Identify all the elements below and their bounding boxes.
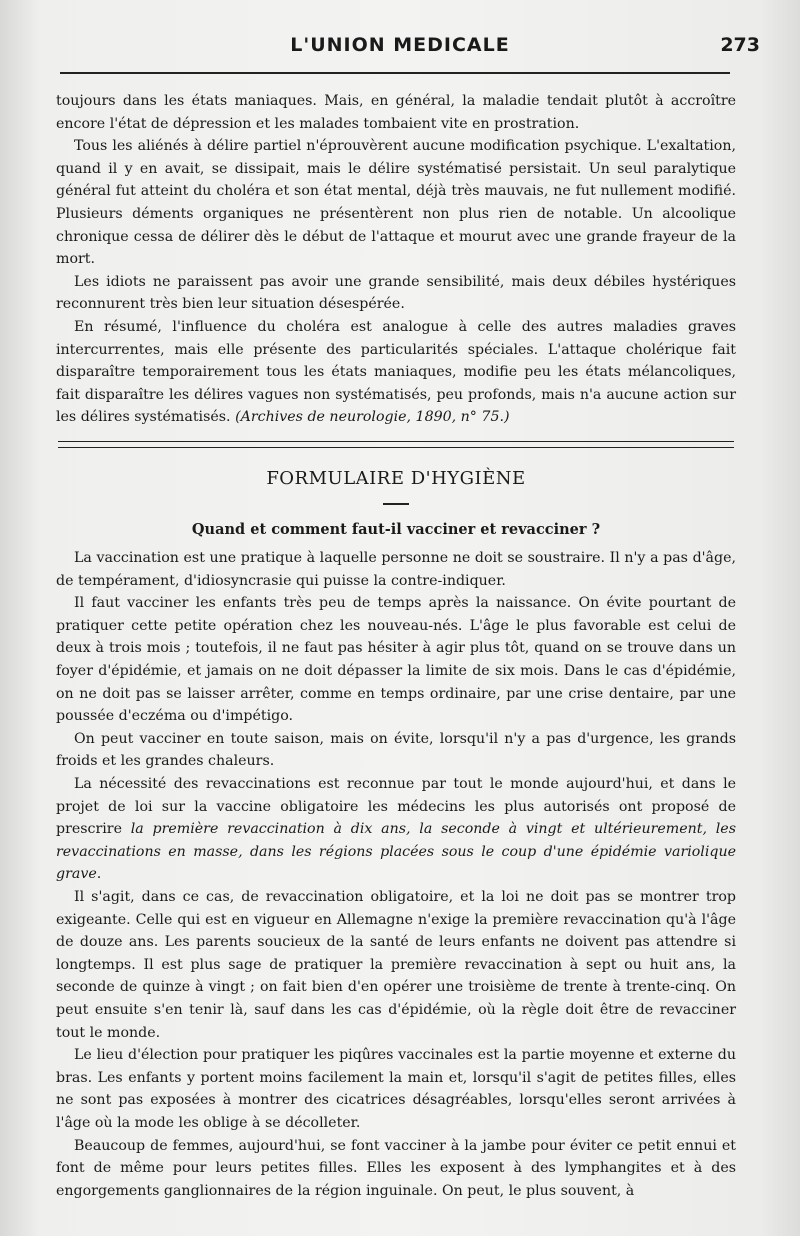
title-dash [383, 503, 409, 505]
article-body [56, 90, 736, 1202]
paragraph: Il s'agit, dans ce cas, de revaccination obligatoire, et la loi ne doit pas se montrer trop exigeante. Celle qui est en vigueur en Allemagne n'exige la première revaccination qu'à l'âge de douze ans. Les parents soucieux de la santé de leurs enfants ne doivent pas attendre si longtemps. Il est plus sage de pratiquer la première revaccination à sept ou huit ans, la seconde de quinze à vingt ; on fait bien d'en opérer une troisième de trente à trente-cinq. On peut ensuite s'en tenir là, sauf dans les cas d'épidémie, où la règle doit être de revacciner tout le monde. [56, 889, 736, 1041]
paragraph-end: . [96, 866, 102, 883]
journal-title: L'UNION MEDICALE [290, 34, 510, 56]
emphasized-text: la première revaccination à dix ans, la seconde à vingt et ultérieurement, les revaccinations en masse, dans les régions placées sous le coup d'une épidémie variolique grave [56, 821, 736, 883]
running-header [0, 30, 800, 60]
paragraph: La vaccination est une pratique à laquelle personne ne doit se soustraire. Il n'y a pas d'âge, de tempérament, d'idiosyncrasie qui puisse la contre-indiquer. [56, 550, 736, 589]
paragraph: Beaucoup de femmes, aujourd'hui, se font vacciner à la jambe pour éviter ce petit ennui et font de même pour leurs petites filles. Elles les exposent à des lymphangites et à des engorgements ganglionnaires de la région inguinale. On peut, le plus souvent, à [56, 1137, 736, 1199]
page-number: 273 [720, 34, 760, 56]
section-title: FORMULAIRE D'HYGIÈNE [266, 467, 526, 489]
paragraph-with-citation [56, 316, 736, 429]
paragraph: Tous les aliénés à délire partiel n'éprouvèrent aucune modification psychique. L'exaltation, quand il y en avait, se dissipait, mais le délire systématisé persistait. Un seul paralytique général fut atteint du choléra et son état mental, déjà très mauvais, ne fut nullement modifié. Plusieurs déments organiques ne présentèrent non plus rien de notable. Un alcoolique chronique cessa de délirer dès le début de l'attaque et mourut avec une grande frayeur de la mort. [56, 138, 736, 268]
paragraph-text: En résumé, l'influence du choléra est analogue à celle des autres maladies graves intercurrentes, mais elle présente des particularités spéciales. L'attaque cholérique fait disparaître temporairement tous les états maniaques, modifie peu les états mélancoliques, fait disparaître les délires vagues non systématisés, peu profonds, mais n'a aucune action sur les délires systématisés. [56, 318, 736, 426]
section-divider [58, 441, 734, 448]
citation: (Archives de neurologie, 1890, n° 75.) [235, 409, 510, 426]
paragraph-revaccination [56, 773, 736, 886]
paragraph-text: La nécessité des revaccinations est reconnue par tout le monde aujourd'hui, et dans le projet de loi sur la vaccine obligatoire les médecins les plus autorisés ont proposé de prescrire [56, 776, 736, 838]
paragraph: Il faut vacciner les enfants très peu de temps après la naissance. On évite pourtant de pratiquer cette petite opération chez les nouveau-nés. L'âge le plus favorable est celui de deux à trois mois ; toutefois, il ne faut pas hésiter à agir plus tôt, quand on se trouve dans un foyer d'épidémie, et jamais on ne doit dépasser la limite de six mois. Dans le cas d'épidémie, on ne doit pas se laisser arrêter, comme en temps ordinaire, par une crise dentaire, par une poussée d'eczéma ou d'impétigo. [56, 595, 736, 725]
header-rule [60, 72, 730, 74]
paragraph: On peut vacciner en toute saison, mais on évite, lorsqu'il n'y a pas d'urgence, les grands froids et les grandes chaleurs. [56, 730, 736, 770]
paragraph: Le lieu d'élection pour pratiquer les piqûres vaccinales est la partie moyenne et externe du bras. Les enfants y portent moins facilement la main et, lorsqu'il s'agit de petites filles, elles ne sont pas exposées à montrer des cicatrices désagréables, lorsqu'elles seront arrivées à l'âge où la mode les oblige à se décolleter. [56, 1047, 736, 1131]
paragraph: Les idiots ne paraissent pas avoir une grande sensibilité, mais deux débiles hystériques reconnurent très bien leur situation désespérée. [56, 273, 736, 313]
section-subtitle: Quand et comment faut-il vacciner et revacciner ? [191, 520, 601, 538]
paragraph: toujours dans les états maniaques. Mais, en général, la maladie tendait plutôt à accroître encore l'état de dépression et les malades tombaient vite en prostration. [56, 93, 736, 132]
